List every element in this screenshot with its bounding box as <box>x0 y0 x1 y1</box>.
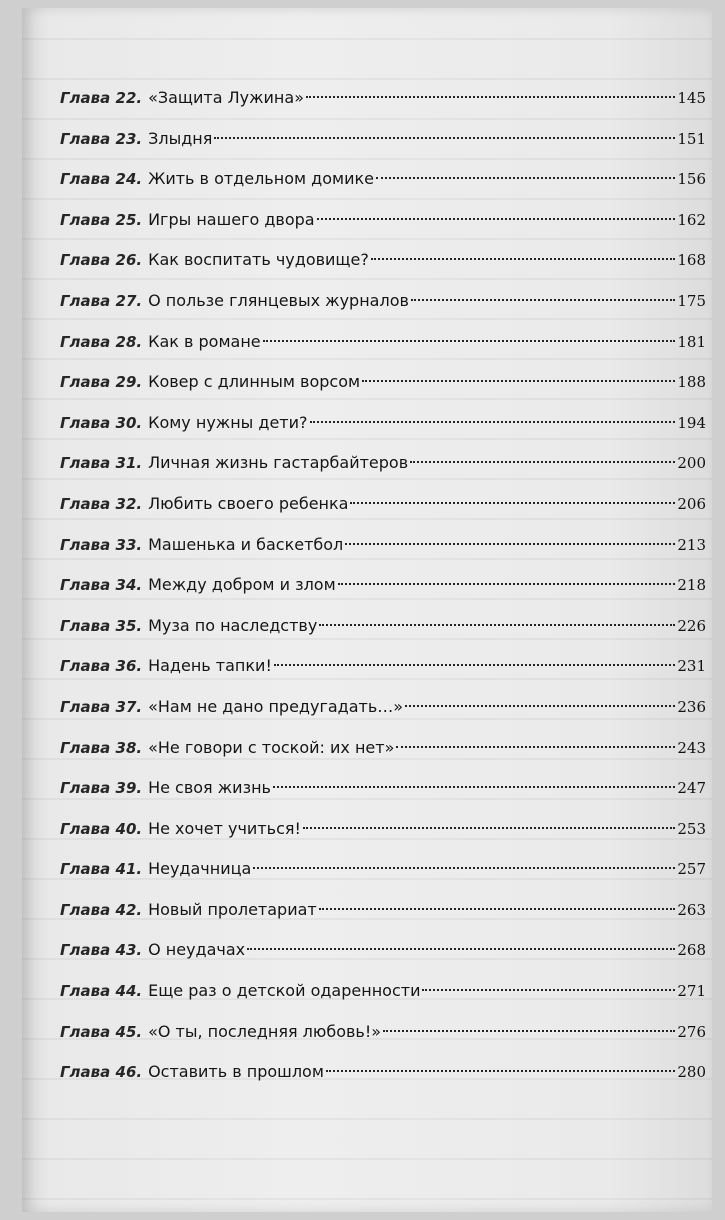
toc-entry <box>60 119 706 160</box>
toc-entry <box>60 281 706 322</box>
dot-leader <box>362 380 675 382</box>
dot-leader <box>411 299 675 301</box>
chapter-label: Глава 29. <box>60 373 143 392</box>
chapter-label: Глава 25. <box>60 210 143 229</box>
chapter-title: Еще раз о детской одаренности <box>148 981 421 1001</box>
toc-entry <box>60 443 706 484</box>
chapter-title: Личная жизнь гастарбайтеров <box>148 453 409 473</box>
chapter-title: Игры нашего двора <box>148 209 315 229</box>
page-number: 181 <box>677 332 706 351</box>
page-number: 231 <box>677 657 706 676</box>
dot-leader <box>345 543 675 545</box>
chapter-label: Глава 41. <box>60 860 143 879</box>
page-number: 218 <box>677 576 706 595</box>
page-number: 243 <box>677 738 706 757</box>
dot-leader <box>405 705 675 707</box>
toc-entry <box>60 849 706 890</box>
chapter-label: Глава 39. <box>60 779 143 798</box>
chapter-title: Ковер с длинным ворсом <box>148 372 361 392</box>
dot-leader <box>396 746 675 748</box>
chapter-label: Глава 34. <box>60 576 143 595</box>
toc-entry <box>60 687 706 728</box>
chapter-title: «Защита Лужина» <box>148 88 304 107</box>
chapter-label: Глава 38. <box>60 738 143 757</box>
chapter-label: Глава 36. <box>60 657 143 676</box>
toc-entry <box>60 200 706 241</box>
chapter-title: О пользе глянцевых журналов <box>148 290 409 310</box>
chapter-label: Глава 45. <box>60 1022 143 1041</box>
page-number: 168 <box>677 251 706 270</box>
toc-entry <box>60 322 706 363</box>
page-number: 253 <box>677 819 706 838</box>
chapter-title: «О ты, последняя любовь!» <box>148 1021 382 1041</box>
page-number: 213 <box>677 535 706 554</box>
dot-leader <box>253 867 675 869</box>
page-number: 268 <box>677 941 706 960</box>
page-number: 276 <box>677 1022 706 1041</box>
dot-leader <box>410 461 675 463</box>
toc-entry <box>60 890 706 931</box>
chapter-label: Глава 33. <box>60 535 143 554</box>
dot-leader <box>247 948 675 950</box>
dot-leader <box>303 827 675 829</box>
toc-entry <box>60 1012 706 1053</box>
toc-entry <box>60 768 706 809</box>
toc-entry <box>60 728 706 769</box>
page-number: 200 <box>677 454 706 473</box>
page-number: 156 <box>677 170 706 189</box>
toc-entry <box>60 484 706 525</box>
chapter-label: Глава 44. <box>60 982 143 1001</box>
chapter-label: Глава 32. <box>60 494 143 513</box>
chapter-title: Надень тапки! <box>148 656 272 676</box>
toc-entry <box>60 525 706 566</box>
dot-leader <box>310 421 676 423</box>
page-number: 145 <box>677 89 706 107</box>
page-number: 247 <box>677 779 706 798</box>
dot-leader <box>319 908 676 910</box>
chapter-title: Не хочет учиться! <box>148 818 301 838</box>
toc-entry <box>60 78 706 119</box>
chapter-title: Оставить в прошлом <box>148 1062 324 1082</box>
dot-leader <box>319 624 675 626</box>
chapter-label: Глава 27. <box>60 291 143 310</box>
dot-leader <box>326 1070 675 1072</box>
chapter-label: Глава 35. <box>60 616 143 635</box>
toc-entry <box>60 646 706 687</box>
chapter-title: Кому нужны дети? <box>148 412 308 432</box>
chapter-label: Глава 24. <box>60 170 143 189</box>
chapter-title: «Нам не дано предугадать…» <box>148 696 404 716</box>
dot-leader <box>383 1030 675 1032</box>
page-number: 188 <box>677 373 706 392</box>
chapter-label: Глава 23. <box>60 129 143 148</box>
page-number: 194 <box>677 413 706 432</box>
dot-leader <box>350 502 675 504</box>
toc-entry <box>60 809 706 850</box>
chapter-label: Глава 40. <box>60 819 143 838</box>
dot-leader <box>338 583 676 585</box>
chapter-label: Глава 42. <box>60 900 143 919</box>
toc-entry <box>60 930 706 971</box>
chapter-title: Новый пролетариат <box>148 899 317 919</box>
chapter-title: Неудачница <box>148 859 252 879</box>
dot-leader <box>376 177 675 179</box>
chapter-title: Как воспитать чудовище? <box>148 250 369 270</box>
chapter-title: Машенька и баскетбол <box>148 534 344 554</box>
page-number: 280 <box>677 1063 706 1082</box>
page-number: 226 <box>677 616 706 635</box>
dot-leader <box>214 137 675 139</box>
toc-entry <box>60 971 706 1012</box>
dot-leader <box>422 989 675 991</box>
chapter-title: Как в романе <box>148 331 261 351</box>
page-number: 271 <box>677 982 706 1001</box>
chapter-label: Глава 28. <box>60 332 143 351</box>
dot-leader <box>306 96 675 98</box>
chapter-title: Жить в отдельном домике <box>148 169 374 189</box>
page-number: 162 <box>677 210 706 229</box>
chapter-title: Между добром и злом <box>148 575 336 595</box>
chapter-title: Злыдня <box>148 128 213 148</box>
toc-entry <box>60 403 706 444</box>
page-number: 175 <box>677 291 706 310</box>
chapter-title: Любить своего ребенка <box>148 493 349 513</box>
page-number: 257 <box>677 860 706 879</box>
chapter-title: О неудачах <box>148 940 246 960</box>
toc-entry <box>60 362 706 403</box>
chapter-title: «Не говори с тоской: их нет» <box>148 737 395 757</box>
chapter-label: Глава 46. <box>60 1063 143 1082</box>
toc-entry <box>60 565 706 606</box>
dot-leader <box>274 664 676 666</box>
chapter-title: Муза по наследству <box>148 615 318 635</box>
chapter-label: Глава 30. <box>60 413 143 432</box>
page-number: 236 <box>677 697 706 716</box>
table-of-contents <box>60 78 706 1093</box>
dot-leader <box>263 340 676 342</box>
page-number: 263 <box>677 900 706 919</box>
toc-entry <box>60 1052 706 1093</box>
dot-leader <box>317 218 676 220</box>
chapter-label: Глава 31. <box>60 454 143 473</box>
book-page <box>22 8 712 1212</box>
toc-entry <box>60 159 706 200</box>
dot-leader <box>273 786 675 788</box>
chapter-label: Глава 26. <box>60 251 143 270</box>
chapter-label: Глава 37. <box>60 697 143 716</box>
chapter-title: Не своя жизнь <box>148 778 271 798</box>
page-number: 151 <box>677 129 706 148</box>
dot-leader <box>371 258 676 260</box>
chapter-label: Глава 22. <box>60 89 143 107</box>
page-number: 206 <box>677 494 706 513</box>
chapter-label: Глава 43. <box>60 941 143 960</box>
toc-entry <box>60 240 706 281</box>
toc-entry <box>60 606 706 647</box>
